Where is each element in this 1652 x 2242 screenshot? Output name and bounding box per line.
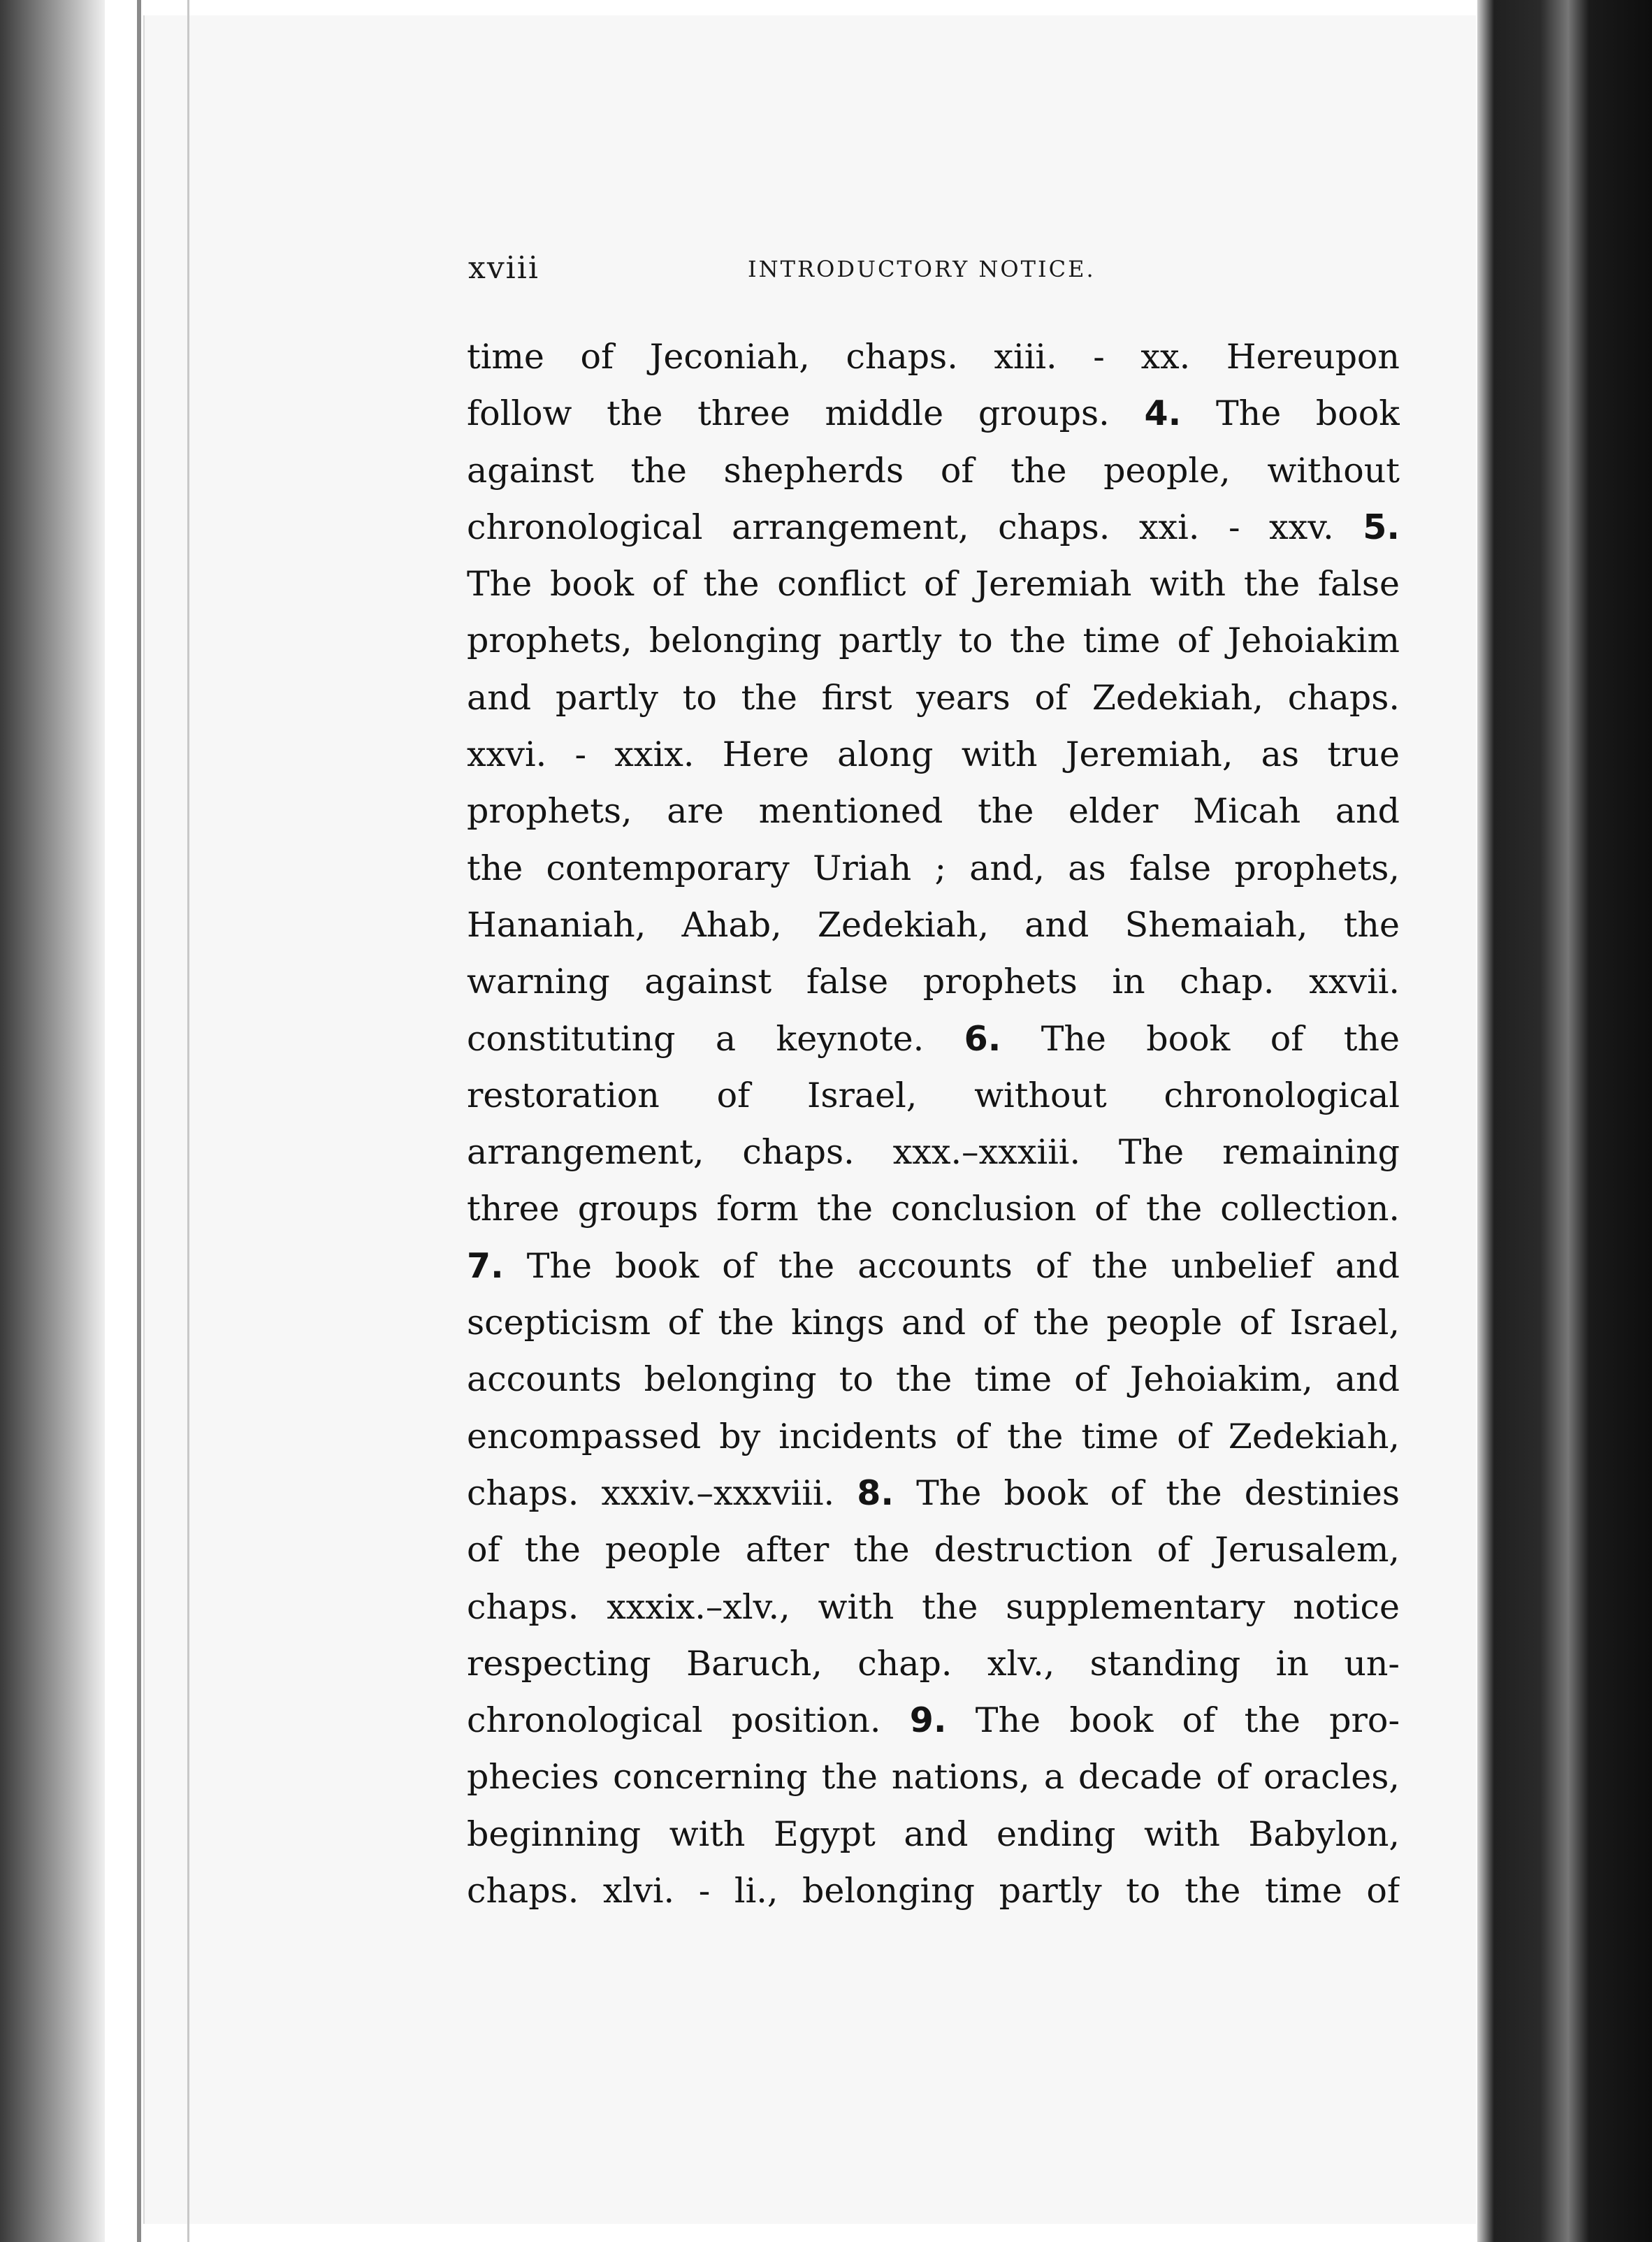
text-line bbox=[467, 556, 1400, 612]
section-number: 7. bbox=[467, 1245, 504, 1286]
text-line bbox=[467, 953, 1400, 1010]
text-run: three groups form the conclusion of the collection. bbox=[467, 1189, 1400, 1229]
running-title: INTRODUCTORY NOTICE. bbox=[748, 256, 1096, 282]
page-number: xviii bbox=[468, 250, 539, 286]
text-line bbox=[467, 726, 1400, 783]
text-line bbox=[467, 670, 1400, 726]
section-number: 6. bbox=[964, 1018, 1001, 1059]
text-line bbox=[467, 385, 1400, 442]
section-number: 9. bbox=[909, 1700, 947, 1741]
text-run: Hananiah, Ahab, Zedekiah, and Shemaiah, the bbox=[467, 904, 1400, 945]
text-run: The book of the pro- bbox=[946, 1700, 1400, 1741]
text-run: xxvi. - xxix. Here along with Jeremiah, as true bbox=[467, 735, 1400, 775]
text-line bbox=[467, 1579, 1400, 1635]
text-run: follow the three middle groups. bbox=[467, 393, 1145, 434]
text-line bbox=[467, 1408, 1400, 1465]
text-run: accounts belonging to the time of Jehoiakim, and bbox=[467, 1359, 1400, 1400]
text-run: chronological position. bbox=[467, 1700, 910, 1741]
text-run: against the shepherds of the people, without bbox=[467, 450, 1400, 491]
text-run: the contemporary Uriah ; and, as false prophets, bbox=[467, 848, 1400, 888]
section-number: 8. bbox=[857, 1473, 894, 1513]
text-line bbox=[467, 1011, 1400, 1067]
text-run: restoration of Israel, without chronological bbox=[467, 1075, 1400, 1115]
text-run: arrangement, chaps. xxx.–xxxiii. The remaining bbox=[467, 1132, 1400, 1173]
scan-binding-line bbox=[137, 0, 141, 2242]
body-text bbox=[467, 328, 1400, 1919]
text-line bbox=[467, 840, 1400, 897]
scan-left-edge bbox=[0, 0, 105, 2242]
text-line bbox=[467, 1124, 1400, 1180]
text-line bbox=[467, 328, 1400, 385]
text-line bbox=[467, 1863, 1400, 1919]
text-run: prophets, are mentioned the elder Micah and bbox=[467, 791, 1400, 832]
text-run: chaps. xxxix.–xlv., with the supplementary notice bbox=[467, 1586, 1400, 1627]
text-line bbox=[467, 1180, 1400, 1237]
scan-right-edge bbox=[1477, 0, 1652, 2242]
text-line bbox=[467, 499, 1400, 556]
text-run: The book of the conflict of Jeremiah with the false bbox=[467, 564, 1400, 605]
text-line bbox=[467, 897, 1400, 953]
text-line bbox=[467, 1238, 1400, 1294]
text-run: The book of the accounts of the unbelief and bbox=[503, 1245, 1400, 1286]
text-run: respecting Baruch, chap. xlv., standing in un- bbox=[467, 1643, 1400, 1684]
text-run: and partly to the first years of Zedekiah, chaps. bbox=[467, 677, 1400, 718]
text-line bbox=[467, 1521, 1400, 1578]
text-run: chronological arrangement, chaps. xxi. - xxv. bbox=[467, 507, 1363, 547]
text-line bbox=[467, 783, 1400, 839]
text-run: phecies concerning the nations, a decade of oracles, bbox=[467, 1757, 1400, 1798]
text-line bbox=[467, 442, 1400, 499]
text-run: The book bbox=[1181, 393, 1400, 434]
text-line bbox=[467, 1749, 1400, 1805]
text-run: encompassed by incidents of the time of Zedekiah, bbox=[467, 1416, 1400, 1456]
section-number: 4. bbox=[1144, 393, 1182, 434]
text-line bbox=[467, 1294, 1400, 1351]
section-number: 5. bbox=[1363, 507, 1400, 547]
text-run: chaps. xxxiv.–xxxviii. bbox=[467, 1473, 857, 1513]
text-line bbox=[467, 1465, 1400, 1521]
text-run: of the people after the destruction of Jerusalem, bbox=[467, 1530, 1400, 1570]
page-inner-margin-line bbox=[187, 0, 189, 2242]
text-line bbox=[467, 1351, 1400, 1408]
text-run: time of Jeconiah, chaps. xiii. - xx. Hereupon bbox=[467, 337, 1400, 377]
text-line bbox=[467, 612, 1400, 669]
text-run: The book of the destinies bbox=[893, 1473, 1400, 1513]
text-line bbox=[467, 1067, 1400, 1124]
text-run: prophets, belonging partly to the time of Jehoiakim bbox=[467, 621, 1400, 661]
text-run: The book of the bbox=[1001, 1018, 1400, 1059]
text-line bbox=[467, 1635, 1400, 1692]
text-run: chaps. xlvi. - li., belonging partly to the time of bbox=[467, 1871, 1400, 1911]
text-line bbox=[467, 1692, 1400, 1749]
text-run: scepticism of the kings and of the people of Israel, bbox=[467, 1303, 1400, 1343]
text-run: beginning with Egypt and ending with Babylon, bbox=[467, 1814, 1400, 1854]
running-head bbox=[468, 250, 1398, 292]
text-run: warning against false prophets in chap. xxvii. bbox=[467, 962, 1400, 1002]
text-run: constituting a keynote. bbox=[467, 1018, 964, 1059]
text-line bbox=[467, 1806, 1400, 1863]
